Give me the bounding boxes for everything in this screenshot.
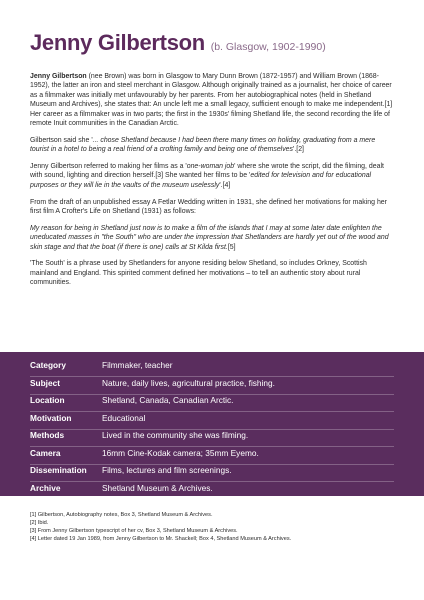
detail-key: Methods: [30, 430, 65, 440]
detail-key: Motivation: [30, 412, 72, 423]
title-subtitle: (b. Glasgow, 1902-1990): [210, 41, 326, 53]
detail-value: Nature, daily lives, agricultural practice, fishing.: [102, 377, 275, 388]
paragraph-essay: From the draft of an unpublished essay A Fetlar Wedding written in 1931, she defined her motivations for making her first film A Crofter's Life on Shetland (1931) as follows:: [30, 198, 387, 216]
paragraph-one-woman-job: [30, 162, 394, 190]
p2-pre: Gilbertson said she ': [30, 136, 93, 144]
paragraph-intro: [30, 72, 394, 128]
footnote-2: [2] Ibid.: [30, 520, 49, 527]
intro-text: (nee Brown) was born in Glasgow to Mary Dunn Brown (1872-1957) and William Brown (1868-1952), the latter an iron and steel merchant in Glasgow. Although originally trained as a journalist, her choice of career as a filmmaker was initially met unfavourably by her parents. From her autobiographical notes (held in Shetland Museum and Archives), she states that: An uncle left me a small legacy, sufficient enough to make me independent.[1] Her career as a filmmaker was in two parts; the first in the 1930s' filming Shetland life, the second recording the life of remote Inuit communities in the Canadian Arctic.: [30, 73, 393, 128]
biography-text: [30, 72, 394, 295]
p3-mid: ' where she wrote the script, did the filming, dealt with sound, lighting and direction herself.[3] She wanted her films to be ': [30, 163, 384, 180]
footnote-4: [4] Letter dated 19 Jan 1989, from Jenny Gilbertson to Mr. Shackell; Box 4, Shetland Museum & Archives.: [30, 536, 292, 543]
footnote-1: [1] Gilbertson, Autobiography notes, Box 3, Shetland Museum & Archives.: [30, 512, 213, 518]
detail-key: Subject: [30, 377, 60, 388]
detail-value: Lived in the community she was filming.: [102, 430, 249, 440]
detail-key: Location: [30, 395, 65, 405]
detail-value: Shetland, Canada, Canadian Arctic.: [102, 395, 234, 405]
detail-value: Films, lectures and film screenings.: [102, 465, 232, 475]
paragraph-block-quote: [30, 224, 394, 252]
details-panel: [0, 352, 424, 496]
footnote-3: [3] From Jenny Gilbertson typescript of her cv, Box 3, Shetland Museum & Archives.: [30, 528, 238, 535]
paragraph-the-south: 'The South' is a phrase used by Shetlanders for anyone residing below Shetland, so includes Orkney, Scottish mainland and England. This spirited comment defined her motivations – to tell an authentic story about rural communities.: [30, 260, 367, 287]
footnotes: [30, 511, 394, 543]
detail-key: Camera: [30, 447, 61, 458]
p3-quote-1: one-woman job: [186, 163, 235, 171]
detail-key: Dissemination: [30, 465, 87, 475]
detail-key: Archive: [30, 482, 61, 493]
p3-post: '.[4]: [219, 181, 231, 189]
detail-value: Shetland Museum & Archives.: [102, 482, 213, 493]
title-name: Jenny Gilbertson: [30, 30, 205, 55]
p2-quote: ... chose Shetland because I had been there many times on holiday, graduating from a mere tourist in a hotel to being a real friend of a crofting family and being one of themselves: [30, 136, 376, 154]
page-title: [30, 30, 326, 60]
p5-ref: [5]: [227, 243, 236, 251]
p3-quote-2: edited for television and for educational purposes or they will lie in the vaults of the museum uselessly: [30, 172, 372, 189]
detail-value: 16mm Cine-Kodak camera; 35mm Eyemo.: [102, 447, 259, 458]
p2-post: '.[2]: [293, 146, 304, 154]
detail-value: Filmmaker, teacher: [102, 360, 173, 370]
detail-value: Educational: [102, 412, 146, 423]
p3-pre: Jenny Gilbertson referred to making her films as a ': [30, 163, 187, 171]
p5-quote: My reason for being in Shetland just now is to make a film of the islands that I may at some later date enlighten the uneducated masses in "the South" who are under the impression that Shetlanders are hardly yet out of the wood and skin stage and that the boat (if there is one) calls at St Kilda first.: [30, 224, 389, 251]
intro-name: Jenny Gilbertson: [30, 73, 87, 80]
detail-key: Category: [30, 360, 66, 370]
paragraph-shetland-choice: [30, 136, 394, 155]
